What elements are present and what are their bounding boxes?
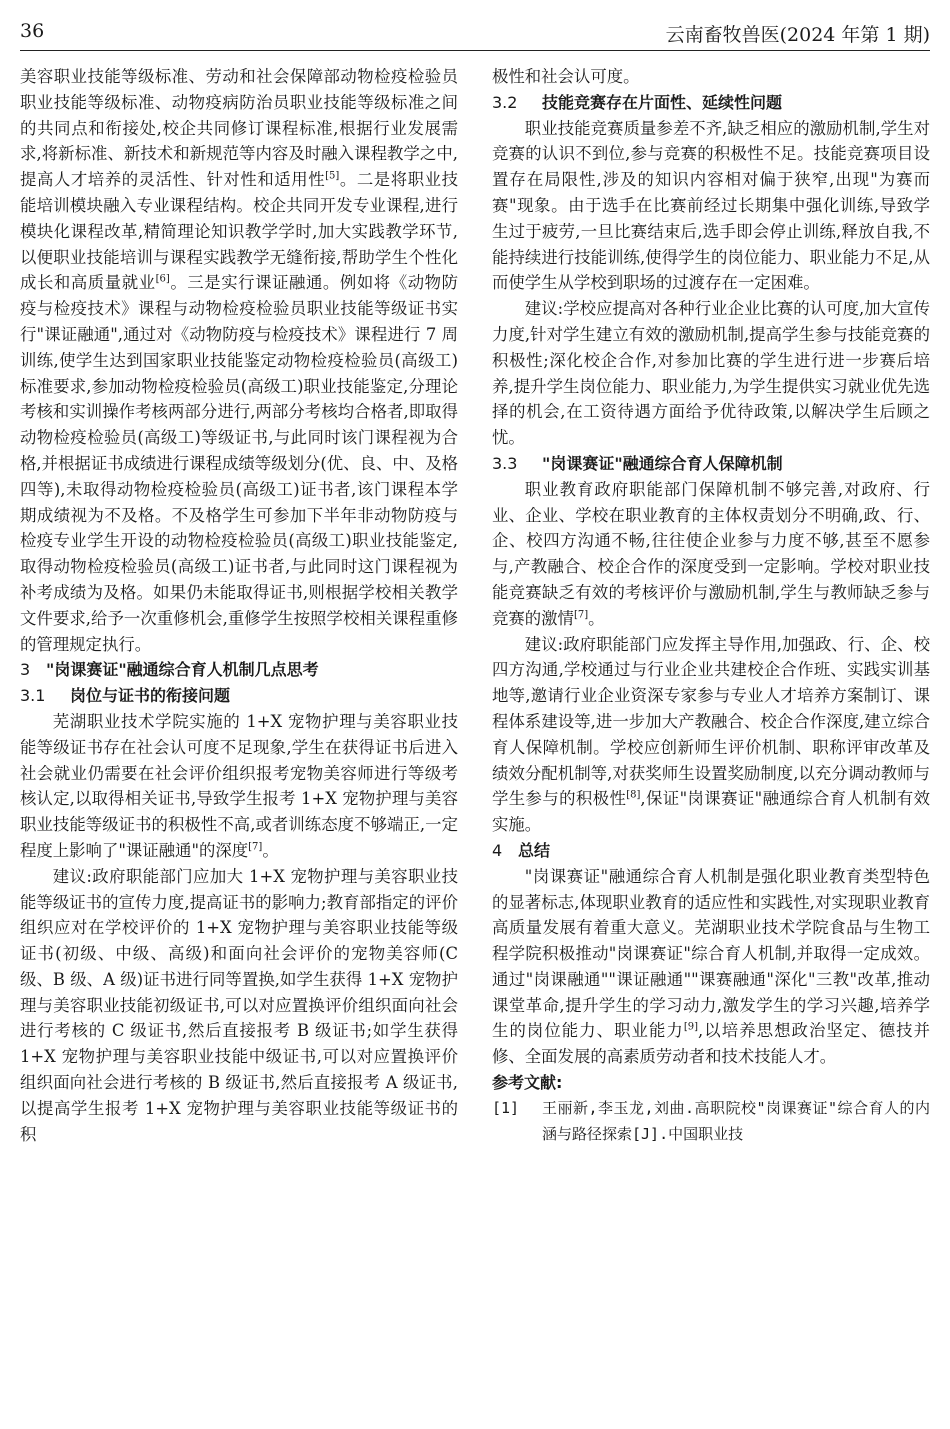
citation: [6] [155, 273, 170, 285]
left-column [20, 64, 458, 1147]
paragraph: 建议:学校应提高对各种行业企业比赛的认可度,加大宣传力度,针对学生建立有效的激励机制,提高学生参与技能竞赛的积极性;深化校企合作,对参加比赛的学生进行进一步赛后培养,提升学生岗位能力、职业能力,为学生提供实习就业优先选择的机会,在工资待遇方面给予优待政策,以解决学生后顾之忧。 [492, 299, 930, 448]
reference-text: 王丽新,李玉龙,刘曲.高职院校"岗课赛证"综合育人的内涵与路径探索[J].中国职业技 [542, 1098, 930, 1143]
paragraph: 建议:政府职能部门应发挥主导作用,加强政、行、企、校四方沟通,学校通过与行业企业共建校企合作班、实践实训基地等,邀请行业企业资深专家参与专业人才培养方案制订、课程体系建设等,进一步加大产教融合、校企合作深度,建立综合育人保障机制。学校应创新师生评价机制、职称评审改革及绩效分配机制等,对获奖师生设置奖励制度,以充分调动教师与学生参与的积极性[8],保证"岗课赛证"融通综合育人机制有效实施。 [492, 634, 930, 835]
citation: [5] [325, 170, 340, 182]
paragraph: 职业技能竞赛质量参差不齐,缺乏相应的激励机制,学生对竞赛的认识不到位,参与竞赛的积极性不足。技能竞赛项目设置存在局限性,涉及的知识内容相对偏于狭窄,出现"为赛而赛"现象。由于选手在比赛前经过长期集中强化训练,导致学生过于疲劳,一旦比赛结束后,选手即会停止训练,释放自我,不能持续进行技能训练,使得学生的岗位能力、职业能力不足,从而使学生从学校到职场的过渡存在一定困难。 [492, 118, 930, 293]
paragraph: 芜湖职业技术学院实施的 1+X 宠物护理与美容职业技能等级证书存在社会认可度不足现象,学生在获得证书后进入社会就业仍需要在社会评价组织报考宠物美容师进行等级考核认定,以取得相关证书,导致学生报考 1+X 宠物护理与美容职业技能等级证书的积极性不高,或者训练态度不够端正,一定程度上影响了"课证融通"的深度[7]。 [20, 711, 458, 860]
section-heading-3-3: 3.3 "岗课赛证"融通综合育人保障机制 [492, 453, 783, 473]
page-number: 36 [20, 20, 45, 42]
right-column [492, 64, 930, 1147]
paragraph: 美容职业技能等级标准、劳动和社会保障部动物检疫检验员职业技能等级标准、动物疫病防治员职业技能等级标准之间的共同点和衔接处,校企共同修订课程标准,根据行业发展需求,将新标准、新技术和新规范等内容及时融入课程教学之中,提高人才培养的灵活性、针对性和适用性[5]。二是将职业技能培训模块融入专业课程结构。校企共同开发专业课程,进行模块化课程改革,精简理论知识教学学时,加大实践教学环节,以便职业技能培训与课程实践教学无缝衔接,帮助学生个性化成长和高质量就业[6]。三是实行课证融通。例如将《动物防疫与检疫技术》课程与动物检疫检验员职业技能等级证书实行"课证融通",通过对《动物防疫与检疫技术》课程进行 7 周训练,使学生达到国家职业技能鉴定动物检疫检验员(高级工)标准要求,参加动物检疫检验员(高级工)职业技能鉴定,分理论考核和实训操作考核两部分进行,两部分考核均合格者,即取得动物检疫检验员(高级工)等级证书,与此同时该门课程视为合格,并根据证书成绩进行课程成绩等级划分(优、良、中、及格四等),未取得动物检疫检验员(高级工)证书者,该门课程本学期成绩视为不及格。不及格学生可参加下半年非动物防疫与检疫专业学生开设的动物检疫检验员(高级工)职业技能鉴定,取得动物检疫检验员(高级工)证书者,与此同时这门课程视为补考成绩为及格。如果仍未能取得证书,则根据学校相关教学文件要求,给予一次重修机会,重修学生按照学校相关课程重修的管理规定执行。 [20, 67, 458, 654]
references-heading: 参考文献: [492, 1073, 563, 1093]
section-heading-3: 3 "岗课赛证"融通综合育人机制几点思考 [20, 660, 319, 680]
section-heading-4: 4 总结 [492, 840, 551, 860]
paragraph: 职业教育政府职能部门保障机制不够完善,对政府、行业、企业、学校在职业教育的主体权责划分不明确,政、行、企、校四方沟通不畅,往往使企业参与力度不够,甚至不愿参与,产教融合、校企合作的深度受到一定影响。学校对职业技能竞赛缺乏有效的考核评价与激励机制,学生与教师缺乏参与竞赛的激情[7]。 [492, 479, 930, 628]
paragraph: 极性和社会认可度。 [492, 67, 640, 86]
journal-title: 云南畜牧兽医(2024 年第 1 期) [665, 24, 930, 46]
paragraph: 建议:政府职能部门应加大 1+X 宠物护理与美容职业技能等级证书的宣传力度,提高证书的影响力;教育部指定的评价组织应对在学校评价的 1+X 宠物护理与美容职业技能等级证书(初级、中级、高级)和面向社会评价的宠物美容师(C 级、B 级、A 级)证书进行同等置换,如学生获得 1+X 宠物护理与美容职业技能初级证书,可以对应置换评价组织面向社会进行考核的 C 级证书,然后直接报考 B 级证书;如学生获得 1+X 宠物护理与美容职业技能中级证书,可以对应置换评价组织面向社会进行考核的 B 级证书,然后直接报考 A 级证书,以提高学生报考 1+X 宠物护理与美容职业技能等级证书的积 [20, 866, 458, 1144]
reference-item [492, 1096, 930, 1148]
citation: [9] [683, 1022, 699, 1034]
page-header [20, 14, 930, 51]
citation: [7] [248, 841, 263, 853]
citation: [7] [573, 609, 589, 621]
section-heading-3-1: 3.1 岗位与证书的衔接问题 [20, 686, 231, 706]
section-heading-3-2: 3.2 技能竞赛存在片面性、延续性问题 [492, 92, 783, 112]
reference-number: [1] [492, 1098, 520, 1117]
citation: [8] [626, 789, 641, 801]
paragraph: "岗课赛证"融通综合育人机制是强化职业教育类型特色的显著标志,体现职业教育的适应性和实践性,对实现职业教育高质量发展有着重大意义。芜湖职业技术学院食品与生物工程学院积极推动"岗课赛证"综合育人机制,并取得一定成效。通过"岗课融通""课证融通""课赛融通"深化"三教"改革,推动课堂革命,提升学生的学习动力,激发学生的学习兴趣,培养学生的岗位能力、职业能力[9],以培养思想政治坚定、德技并修、全面发展的高素质劳动者和技术技能人才。 [492, 866, 931, 1067]
